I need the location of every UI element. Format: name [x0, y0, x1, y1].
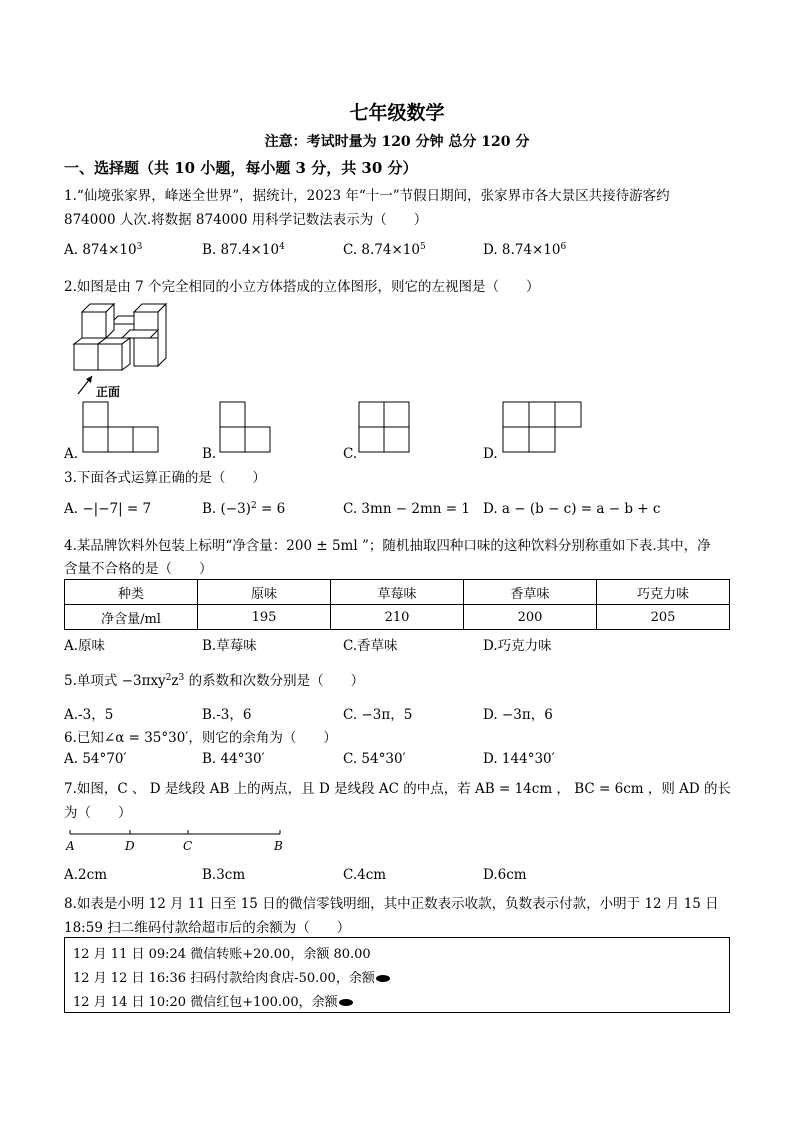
q7-option-c[interactable]: C.4cm [343, 867, 387, 883]
table-cell: 原味 [198, 580, 331, 605]
q8-line2: 18:59 扫二维码付款给超市后的余额为（ ） [64, 920, 351, 936]
table-cell: 净含量/ml [65, 605, 198, 630]
view-b [219, 401, 275, 457]
view-c [358, 401, 414, 457]
record-line: 12 月 11 日 09:24 微信转账+20.00，余额 80.00 [73, 947, 371, 962]
q5-option-c[interactable]: C. −3π，5 [343, 707, 413, 723]
q6-text: 6.已知∠α = 35°30′，则它的余角为（ ） [64, 730, 337, 746]
q6-option-a[interactable]: A. 54°70′ [64, 751, 127, 767]
q3-option-d[interactable]: D. a − (b − c) = a − b + c [483, 501, 661, 517]
view-d [502, 401, 584, 457]
q3-text: 3.下面各式运算正确的是（ ） [64, 470, 266, 486]
cube-figure [64, 298, 184, 398]
table-row [65, 605, 730, 630]
q4-line2: 含量不合格的是（ ） [64, 561, 213, 577]
point-label-b: B [274, 839, 283, 853]
q6-option-c[interactable]: C. 54°30′ [343, 751, 406, 767]
q7-option-a[interactable]: A.2cm [64, 867, 107, 883]
q6-option-d[interactable]: D. 144°30′ [483, 751, 555, 767]
q7-option-b[interactable]: B.3cm [202, 867, 246, 883]
q7-line1: 7.如图，C 、 D 是线段 AB 上的两点，且 D 是线段 AC 的中点，若 AB = 14cm ， BC = 6cm ，则 AD 的长 [64, 781, 731, 797]
q1-line2: 874000 人次.将数据 874000 用科学记数法表示为（ ） [64, 212, 428, 228]
q2-option-d[interactable]: D. [483, 446, 498, 462]
exam-notice: 注意：考试时量为 120 分钟 总分 120 分 [264, 134, 530, 150]
front-label: 正面 [96, 385, 121, 399]
q7-option-d[interactable]: D.6cm [483, 867, 527, 883]
q2-text: 2.如图是由 7 个完全相同的小立方体搭成的立体图形，则它的左视图是（ ） [64, 279, 540, 295]
point-label-c: C [183, 839, 193, 853]
q2-option-a[interactable]: A. [64, 446, 79, 462]
q8-line1: 8.如表是小明 12 月 11 日至 15 日的微信零钱明细，其中正数表示收款，负数表示付款，小明于 12 月 15 日 [64, 896, 719, 912]
q1-option-c[interactable]: C. $8.74\times 10^5$ [343, 242, 426, 258]
table-cell: 草莓味 [331, 580, 464, 605]
q1-option-a[interactable]: A. $874\times 10^3$ [64, 242, 143, 258]
q7-line2: 为（ ） [64, 805, 132, 821]
q5-text: 5.单项式 $-3\pi xy^2z^3$ 的系数和次数分别是（ ） [64, 673, 365, 689]
ink-blot-icon [339, 999, 353, 1006]
q3-option-a[interactable]: A. −|−7| = 7 [64, 501, 152, 517]
view-a [82, 401, 162, 457]
q5-option-d[interactable]: D. −3π，6 [483, 707, 553, 723]
q6-option-b[interactable]: B. 44°30′ [202, 751, 265, 767]
q5-option-b[interactable]: B.-3，6 [202, 707, 252, 723]
q3-option-b[interactable]: B. $(-3)^2 = 6$ [202, 501, 286, 517]
q1-line1: 1.“仙境张家界，峰迷全世界”，据统计，2023 年“十一”节假日期间，张家界市各大景区共接待游客约 [64, 188, 670, 204]
table-cell: 205 [596, 605, 729, 630]
table-cell: 210 [331, 605, 464, 630]
point-label-a: A [66, 839, 75, 853]
point-label-d: D [125, 839, 135, 853]
wechat-records-box [64, 937, 730, 1013]
q5-option-a[interactable]: A.-3，5 [64, 707, 114, 723]
q4-option-c[interactable]: C.香草味 [343, 638, 398, 654]
ink-blot-icon [376, 975, 390, 982]
q1-option-d[interactable]: D. $8.74\times 10^6$ [483, 242, 567, 258]
record-line: 12 月 12 日 16:36 扫码付款给肉食店-50.00，余额 [73, 967, 390, 986]
line-segment-figure [64, 826, 288, 838]
q1-option-b[interactable]: B. $87.4\times 10^4$ [202, 242, 285, 258]
table-cell: 种类 [65, 580, 198, 605]
exam-title: 七年级数学 [349, 102, 445, 124]
q4-option-b[interactable]: B.草莓味 [202, 638, 257, 654]
q2-option-c[interactable]: C. [343, 446, 358, 462]
section-title: 一、选择题（共 10 小题，每小题 3 分，共 30 分） [64, 159, 418, 177]
table-cell: 巧克力味 [596, 580, 729, 605]
table-cell: 200 [464, 605, 597, 630]
q4-option-d[interactable]: D.巧克力味 [483, 638, 552, 654]
q2-option-b[interactable]: B. [202, 446, 217, 462]
table-cell: 195 [198, 605, 331, 630]
q3-option-c[interactable]: C. 3mn − 2mn = 1 [343, 501, 470, 517]
record-line: 12 月 14 日 10:20 微信红包+100.00，余额 [73, 991, 353, 1010]
q4-option-a[interactable]: A.原味 [64, 638, 106, 654]
table-cell: 香草味 [464, 580, 597, 605]
table-header-row [65, 580, 730, 605]
q4-line1: 4.某品牌饮料外包装上标明“净含量：200 ± 5ml ”；随机抽取四种口味的这种饮料分别称重如下表.其中，净 [64, 538, 711, 554]
q4-table [64, 579, 730, 630]
